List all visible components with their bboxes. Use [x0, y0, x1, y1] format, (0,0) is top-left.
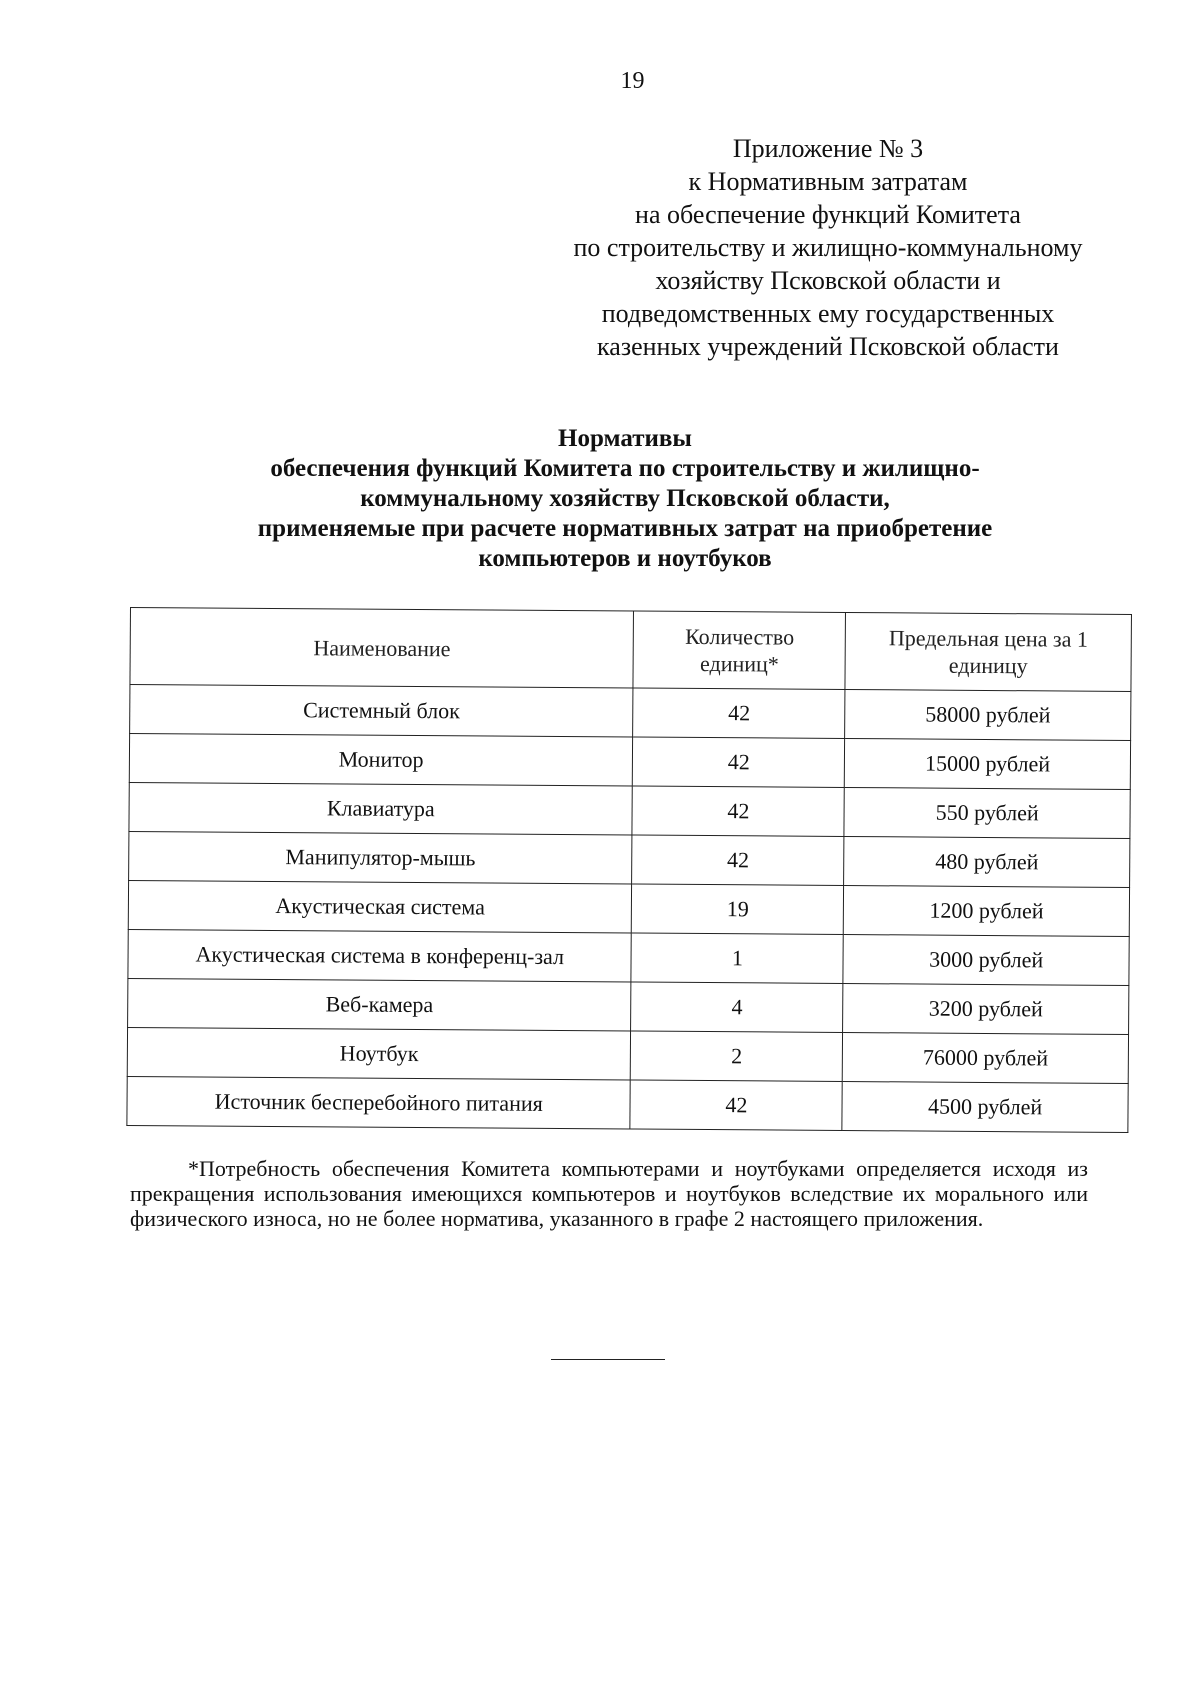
cell-price: 76000 рублей: [842, 1032, 1128, 1083]
footnote: *Потребность обеспечения Комитета компьютерами и ноутбуками определяется исходя из прекращения использования имеющихся компьютеров и ноутбуков вследствие их морального или физического износа, но не более норматива, указанного в графе 2 настоящего приложения.: [130, 1156, 1088, 1231]
table-row: [130, 685, 1131, 741]
table-header-row: [130, 608, 1132, 692]
document-title: [110, 424, 1140, 574]
title-line: применяемые при расчете нормативных затрат на приобретение: [257, 515, 993, 542]
cell-name: Клавиатура: [129, 782, 633, 835]
cell-price: 15000 рублей: [845, 738, 1131, 789]
title-line: обеспечения функций Комитета по строительству и жилищно-: [270, 455, 980, 482]
cell-name: Системный блок: [130, 685, 634, 738]
cell-name: Акустическая система: [128, 880, 632, 933]
cell-quantity: 42: [633, 737, 845, 787]
appendix-line: на обеспечение функций Комитета: [635, 200, 1021, 229]
cell-name: Веб-камера: [128, 978, 632, 1031]
table-row: [128, 929, 1129, 985]
cell-name: Ноутбук: [127, 1027, 631, 1080]
appendix-line: Приложение № 3: [732, 134, 924, 163]
title-line: коммунальному хозяйству Псковской области,: [360, 485, 890, 512]
appendix-header: [548, 132, 1108, 363]
header-quantity-line1: Количество: [685, 623, 795, 650]
end-divider: [551, 1359, 665, 1360]
header-price-line1: Предельная цена за 1: [888, 625, 1089, 652]
cell-quantity: 2: [631, 1031, 843, 1081]
title-line: компьютеров и ноутбуков: [478, 545, 772, 572]
header-price: [845, 612, 1131, 691]
appendix-line: казенных учреждений Псковской области: [597, 332, 1059, 361]
cell-name: Источник бесперебойного питания: [127, 1076, 631, 1129]
page-number: 19: [620, 68, 645, 94]
cell-price: 1200 рублей: [843, 885, 1129, 936]
cell-quantity: 19: [632, 884, 844, 934]
norms-table: [126, 607, 1132, 1133]
appendix-line: хозяйству Псковской области и: [655, 266, 1001, 295]
header-quantity-line2: единиц*: [699, 650, 779, 677]
cell-quantity: 42: [632, 835, 844, 885]
cell-quantity: 4: [631, 982, 843, 1032]
cell-price: 550 рублей: [844, 787, 1130, 838]
table-row: [129, 831, 1130, 887]
table-row: [128, 880, 1129, 936]
table-row: [127, 1027, 1128, 1083]
cell-quantity: 1: [631, 933, 843, 983]
header-price-line2: единицу: [948, 652, 1028, 679]
cell-price: 4500 рублей: [842, 1081, 1128, 1132]
cell-price: 58000 рублей: [845, 689, 1131, 740]
appendix-line: к Нормативным затратам: [688, 167, 968, 196]
table-row: [128, 978, 1129, 1034]
cell-price: 480 рублей: [844, 836, 1130, 887]
appendix-line: по строительству и жилищно-коммунальному: [573, 233, 1083, 262]
cell-quantity: 42: [630, 1080, 842, 1130]
cell-name: Манипулятор-мышь: [129, 831, 633, 884]
cell-quantity: 42: [632, 786, 844, 836]
title-line: Нормативы: [558, 425, 692, 452]
cell-name: Монитор: [129, 734, 633, 787]
table-row: [127, 1076, 1128, 1132]
cell-price: 3200 рублей: [843, 983, 1129, 1034]
table-row: [129, 782, 1130, 838]
appendix-line: подведомственных ему государственных: [601, 299, 1055, 328]
header-quantity: [633, 611, 845, 689]
cell-quantity: 42: [633, 688, 845, 738]
cell-name: Акустическая система в конференц-зал: [128, 929, 632, 982]
cell-price: 3000 рублей: [843, 934, 1129, 985]
header-name: Наименование: [130, 608, 634, 689]
table-row: [129, 734, 1130, 790]
